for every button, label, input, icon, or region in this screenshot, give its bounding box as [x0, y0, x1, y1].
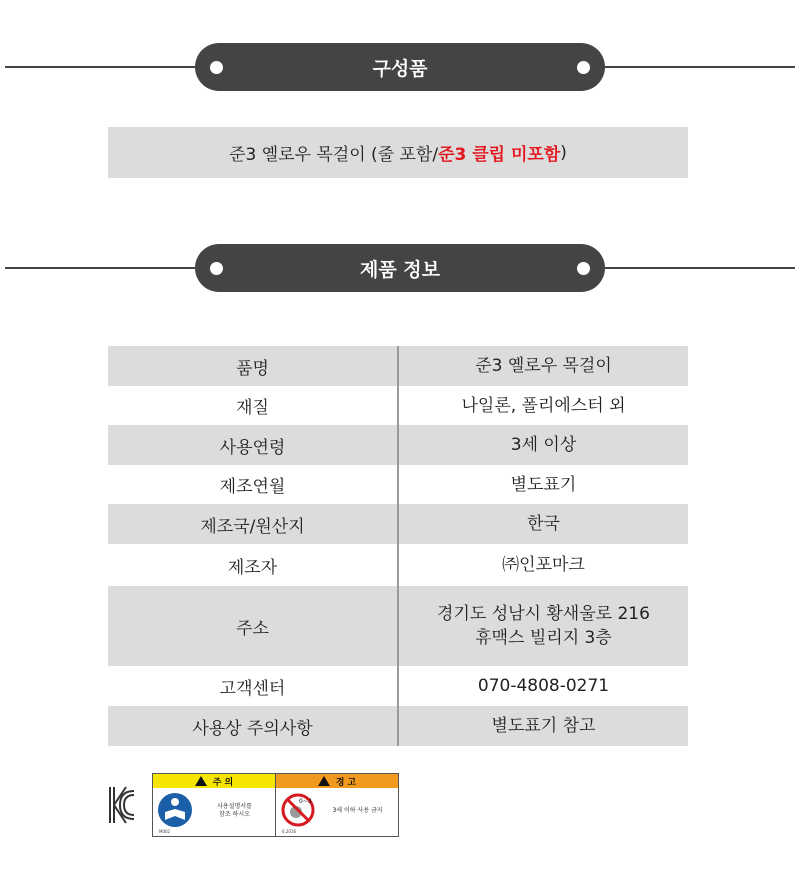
table-row	[108, 586, 688, 666]
row-value	[399, 425, 688, 465]
components-text-prefix: 준3 옐로우 목걸이 (줄 포함/	[229, 145, 439, 165]
row-key: 고객센터	[219, 678, 286, 699]
components-box	[108, 127, 688, 178]
caution-text-line1: 사용설명서를	[217, 803, 252, 810]
warning-band	[276, 774, 398, 788]
warning-text: 3세 이하 사용 금지	[332, 807, 383, 814]
row-value	[399, 346, 688, 386]
table-row	[108, 465, 688, 504]
row-value	[399, 544, 688, 586]
bullet-dot-icon	[210, 262, 223, 275]
product-info-divider-right	[605, 267, 795, 269]
table-row	[108, 425, 688, 465]
warning-triangle-icon	[195, 776, 207, 786]
table-row	[108, 544, 688, 586]
row-key: 제조자	[227, 557, 278, 578]
row-value-line: 한국	[527, 514, 560, 534]
row-key: 재질	[236, 398, 269, 418]
warning-triangle-icon	[318, 776, 330, 786]
warning-title: 경 고	[335, 777, 357, 788]
caution-title: 주 의	[212, 777, 234, 788]
row-key: 제조국/원산지	[200, 516, 305, 537]
product-info-divider-left	[5, 267, 195, 269]
table-row	[108, 666, 688, 706]
row-value-line: 별도표기	[510, 474, 577, 495]
table-row	[108, 706, 688, 746]
row-value-line: 별도표기 참고	[491, 716, 596, 736]
bullet-dot-icon	[577, 262, 590, 275]
components-divider-left	[5, 66, 195, 68]
row-key: 제조연월	[219, 477, 286, 497]
age-prohibition-icon	[279, 790, 317, 832]
caution-band	[153, 774, 275, 788]
product-info-heading	[195, 244, 605, 292]
components-heading	[195, 43, 605, 91]
warning-code: 6.2016	[282, 829, 296, 834]
components-text-emphasis: 준3 클립 미포함	[438, 145, 561, 165]
row-value-line: 휴맥스 빌리지 3층	[475, 628, 612, 648]
kc-mark-icon	[106, 783, 136, 827]
caution-code: M002	[159, 829, 171, 834]
row-key: 품명	[236, 358, 269, 379]
row-value-line: 경기도 성남시 황새울로 216	[437, 604, 650, 624]
row-value	[399, 666, 688, 706]
components-text-suffix: )	[560, 142, 567, 163]
row-value	[399, 504, 688, 544]
product-info-heading-text: 제품 정보	[359, 258, 441, 281]
read-manual-icon	[156, 790, 194, 832]
product-info-table	[108, 346, 688, 746]
bullet-dot-icon	[577, 61, 590, 74]
row-value-line: 3세 이상	[510, 435, 577, 455]
row-value-line: 나일론, 폴리에스터 외	[461, 395, 626, 416]
row-value	[399, 706, 688, 746]
components-divider-right	[605, 66, 795, 68]
bullet-dot-icon	[210, 61, 223, 74]
row-value-line: 준3 옐로우 목걸이	[475, 356, 612, 376]
components-heading-text: 구성품	[372, 57, 428, 80]
warning-label	[275, 773, 399, 837]
row-key: 주소	[236, 618, 269, 639]
row-value	[399, 586, 688, 666]
caution-label	[152, 773, 276, 837]
row-value-line: 070-4808-0271	[477, 676, 610, 696]
table-row	[108, 346, 688, 386]
row-key: 사용상 주의사항	[192, 718, 313, 739]
caution-text-line2: 참조 하시오	[219, 811, 250, 818]
row-value-line: ㈜인포마크	[502, 555, 585, 575]
row-value	[399, 465, 688, 504]
row-value	[399, 386, 688, 425]
row-key: 사용연령	[219, 437, 286, 458]
warning-badge: 0~3	[299, 798, 312, 805]
table-row	[108, 504, 688, 544]
table-row	[108, 386, 688, 425]
